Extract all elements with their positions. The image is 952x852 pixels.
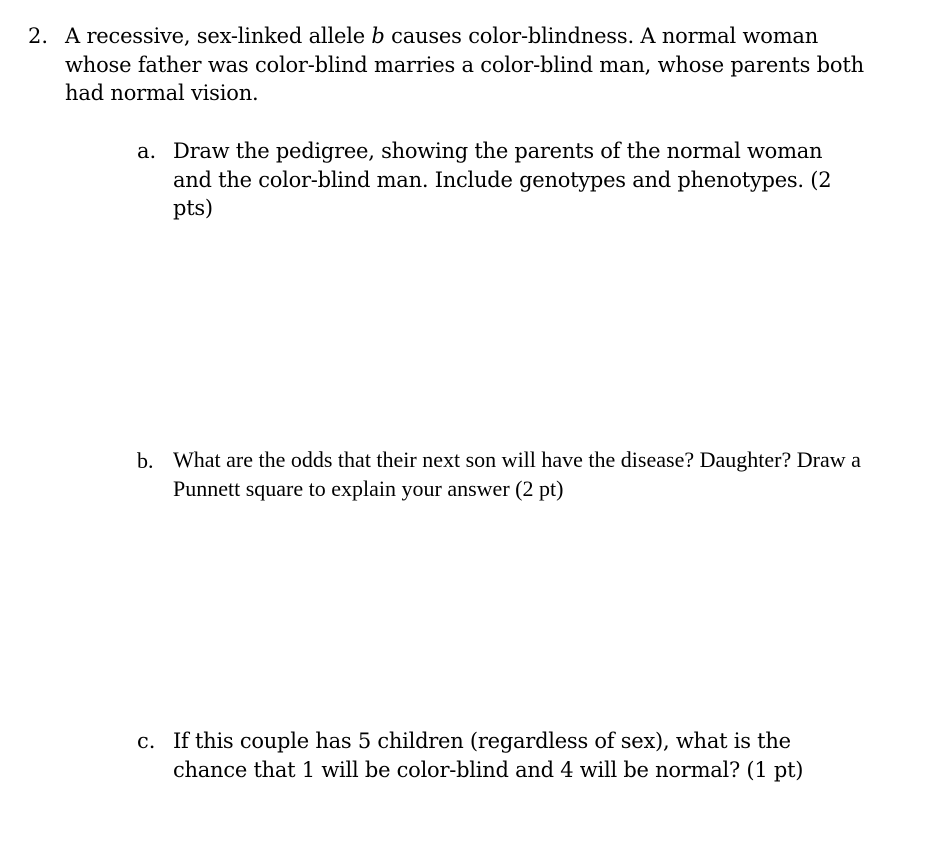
part-b-label: b. [137,448,154,473]
part-c-label: c. [137,729,156,753]
part-c-text: If this couple has 5 children (regardless of sex), what is the chance that 1 will be color-blind and 4 will be normal? (1 pt) [173,729,804,782]
question-prompt [65,22,865,108]
allele-symbol: b [371,24,385,48]
part-a-text: Draw the pedigree, showing the parents of the normal woman and the color-blind man. Include genotypes and phenotypes. (2 pts) [173,139,832,220]
question-number: 2. [28,24,49,48]
part-b-text: What are the odds that their next son will have the disease? Daughter? Draw a Punnett square to explain your answer (2 pt) [173,447,861,501]
question-text-part-2: causes color-blindness. A normal woman whose father was color-blind marries a color-blind man, whose parents both had normal vision. [65,24,864,105]
question-text-part-1: A recessive, sex-linked allele [65,24,372,48]
part-a-label: a. [137,139,157,163]
